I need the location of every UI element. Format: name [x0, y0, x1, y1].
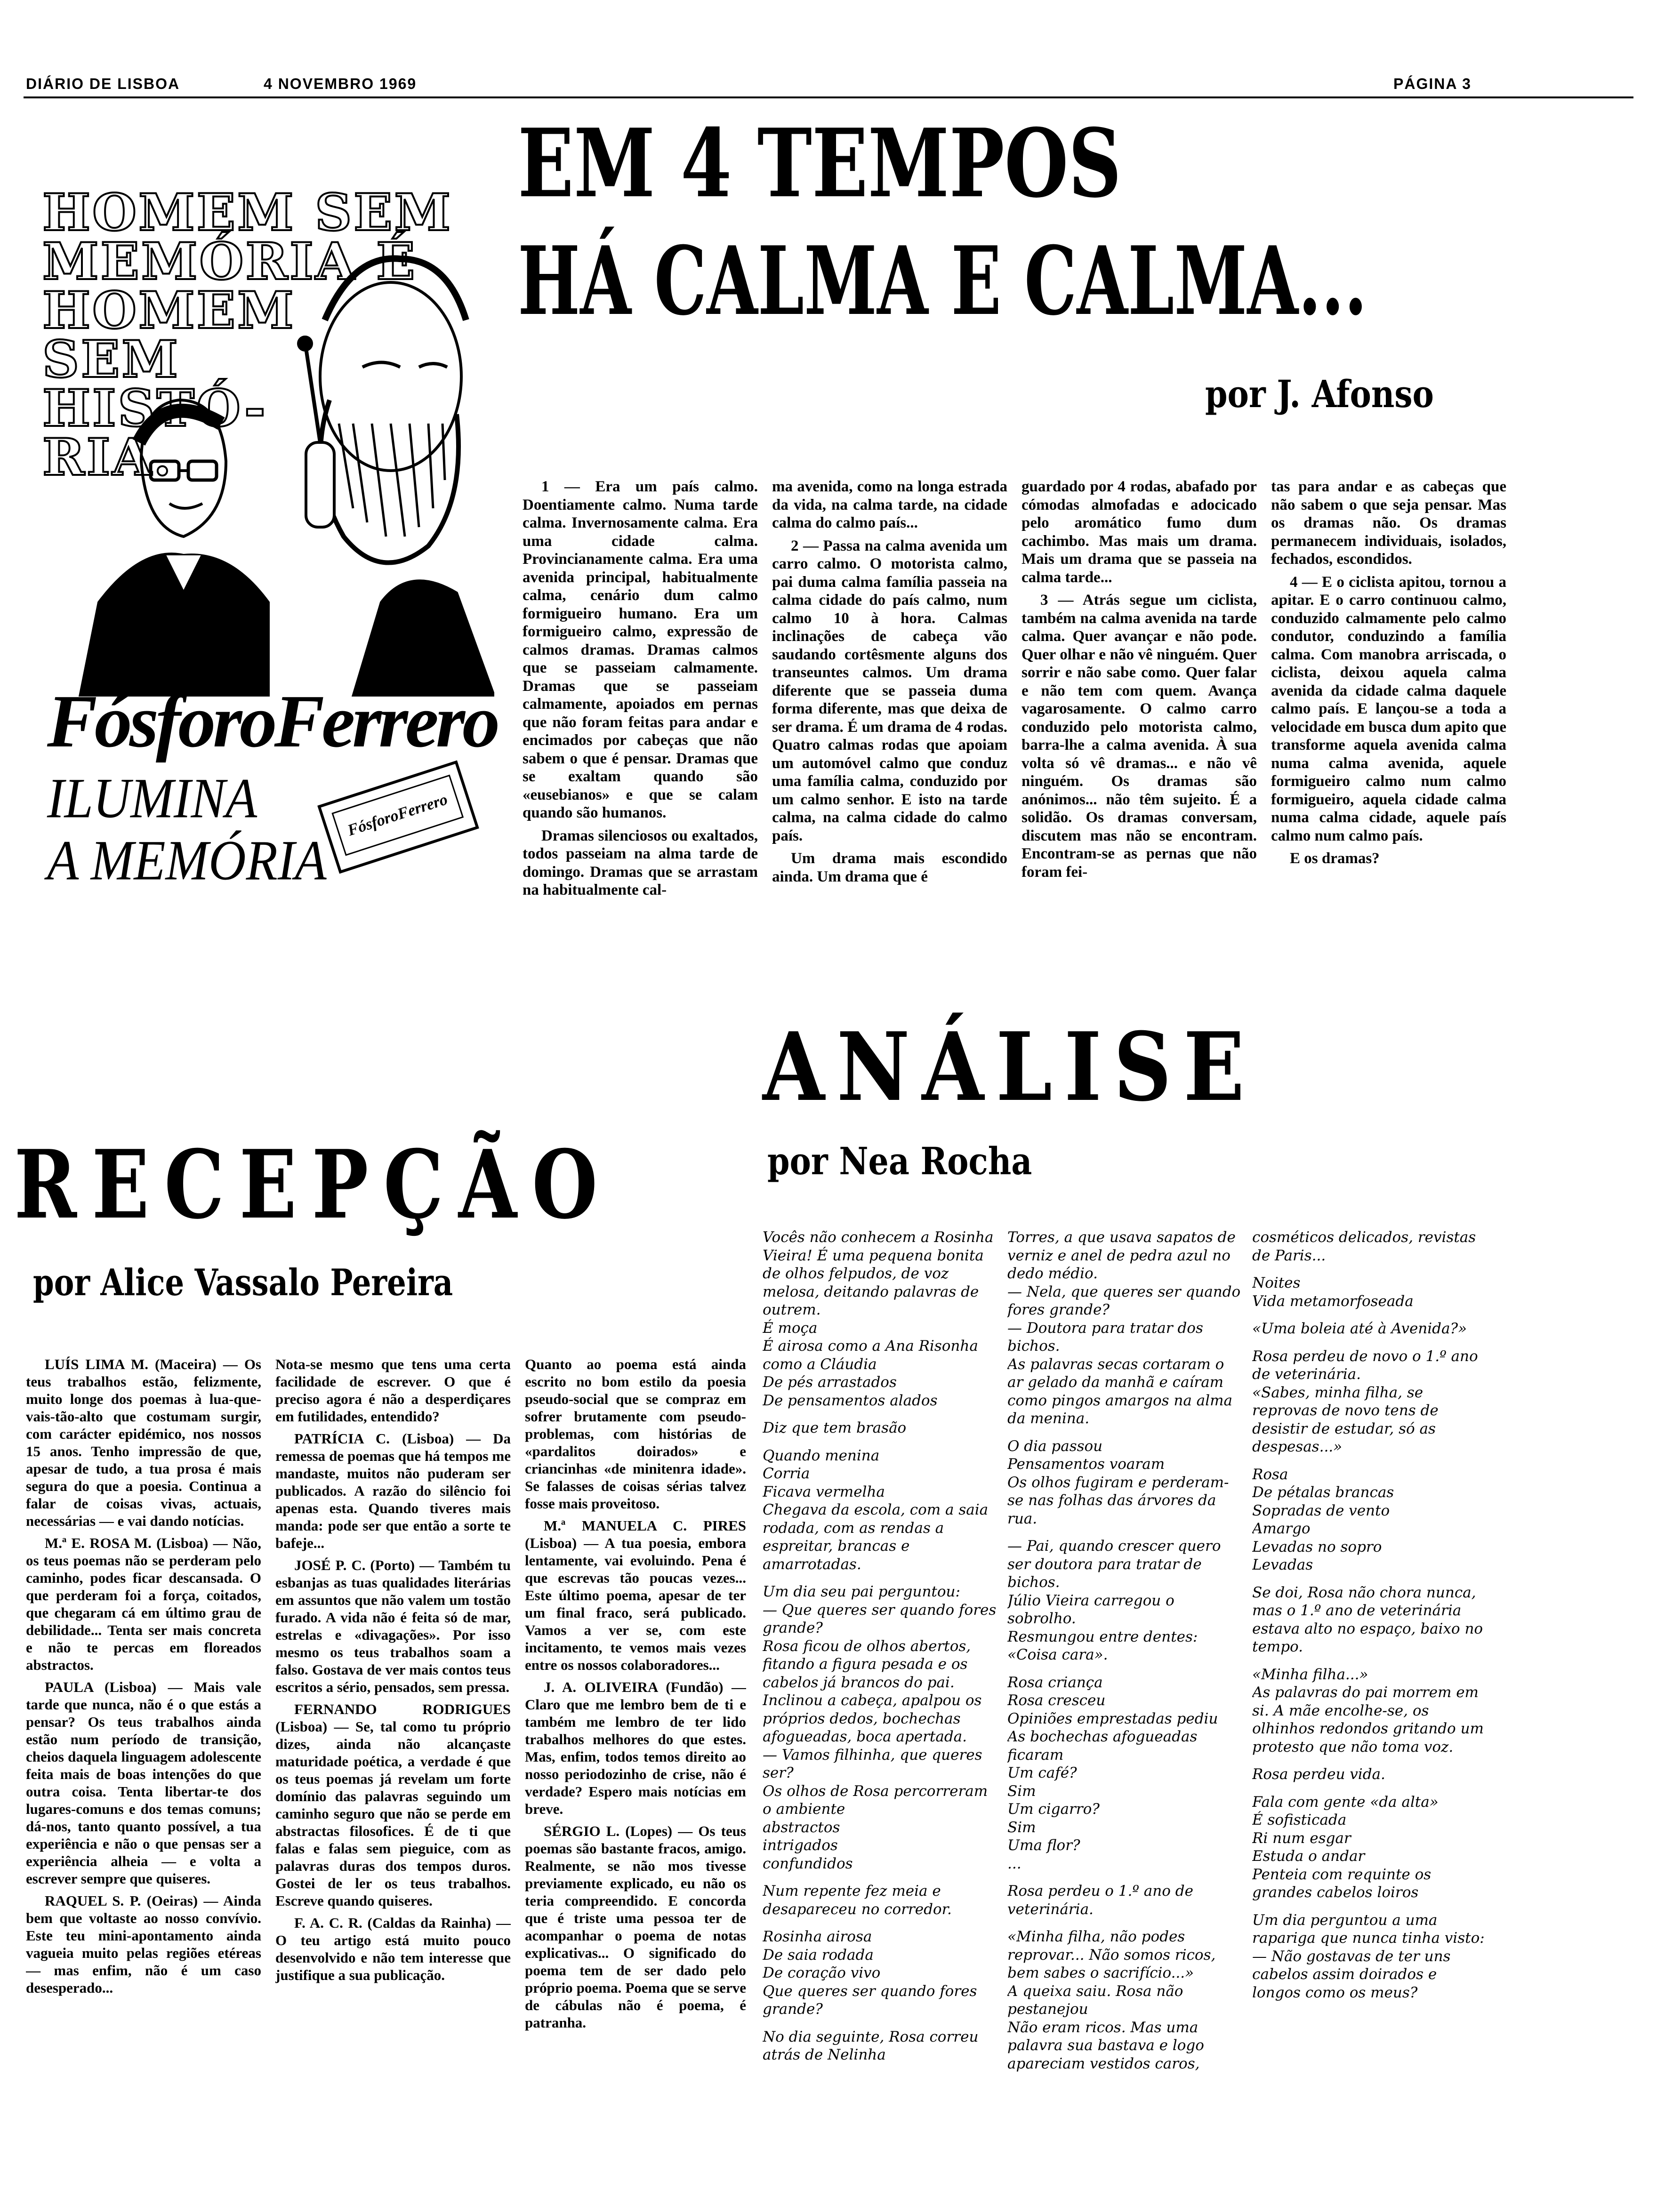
paragraph: tas para andar e as cabeças que não sabem o que seja pensar. Mas os dramas não. Os dramas permanecem individuais, isolados, fechados, escondidos. [1271, 478, 1506, 568]
paragraph: ma avenida, como na longa estrada da vida, na calma tarde, na cidade calma do calmo país... [772, 478, 1007, 531]
bearded-man-drawing [298, 258, 494, 697]
article1-column-3 [1022, 478, 1257, 981]
article1-title-line2: HÁ CALMA E CALMA... [518, 226, 1367, 337]
analise-column-2 [1007, 1228, 1243, 2188]
story-paragraph: Um dia perguntou a uma rapariga que nunca tinha visto: — Não gostavas de ter uns cabelos assim doirados e longos como os meus? [1252, 1911, 1485, 2001]
reader-reply: FERNANDO RODRIGUES (Lisboa) — Se, tal como tu próprio dizes, ainda não alcançaste maturidade poética, a verdade é que os teus poemas já revelam um forte domínio das palavras seguindo um caminho seguro que não se perde em abstractas filosofices. É de ti que falas e falas sem pieguice, com as palavras duras dos tempos duros. Gostei de ler os teus trabalhos. Escreve quando quiseres. [275, 1701, 511, 1909]
ad-headline-line: SEM [42, 330, 180, 389]
recepcao-column-1 [26, 1355, 261, 2188]
recepcao-title: RECEPÇÃO [14, 1130, 613, 1240]
fosforo-ferrero-ad [24, 179, 498, 892]
ad-headline-line: RIA. [42, 428, 173, 487]
reader-reply: SÉRGIO L. (Lopes) — Os teus poemas são bastante fracos, amigo. Realmente, se não mos tivesse previamente explicado, eu não os teria compreendido. E concorda que é triste uma pessoa ter de acompanhar o poema de notas explicativas... O significado do poema tem de ser dado pelo próprio poema. Poema que se serve de cábulas não é poema, é patranha. [525, 1823, 746, 2031]
paragraph: guardado por 4 rodas, abafado por cómodas almofadas e adocicado pelo aromático fumo dum cachimbo. Mas mais um drama. Mais um drama que se passeia na calma tarde... [1022, 478, 1257, 586]
story-paragraph: Um dia seu pai perguntou: — Que queres ser quando fores grande? Rosa ficou de olhos abertos, fitando a figura pesada e os cabelos já brancos do pai. Inclinou a cabeça, apalpou os próprios dedos, bochechas afogueadas, boca apertada. — Vamos filhinha, que queres ser? Os olhos de Rosa percorreram o ambiente abstractos intrigados confundidos [763, 1583, 997, 1872]
story-paragraph: Rosinha airosa De saia rodada De coração vivo Que queres ser quando fores grande? [763, 1928, 977, 2018]
reader-reply: Quanto ao poema está ainda escrito no bom estilo da poesia pseudo-social que se compraz em sofrer brutamente com pseudo-problemas, com histórias de «pardalitos doirados» e criancinhas «de minitenra idade». Se falasses de coisas sérias talvez fosse mais proveitoso. [525, 1356, 746, 1512]
paragraph: 2 — Passa na calma avenida um carro calmo. O motorista calmo, pai duma calma família passeia na calma cidade do país calmo, num calmo 10 à hora. Calmas inclinações de cabeça vão saudando cortêsmente alguns dos transeuntes calmos. Um drama diferente que se passeia duma forma diferente, mas que deixa de ser drama. É um drama de 4 rodas. Quatro calmas rodas que apoiam um automóvel calmo que conduz uma família calma, conduzido por um calmo senhor. E isto na tarde calma, na calma cidade do calmo país. [772, 537, 1007, 844]
story-paragraph: «Minha filha, não podes reprovar... Não somos ricos, bem sabes o sacrifício...» A queixa saiu. Rosa não pestanejou Não eram ricos. Mas uma palavra sua bastava e logo apareciam vestidos caros, [1007, 1928, 1216, 2072]
ad-portraits-illustration [24, 179, 494, 697]
reader-reply: F. A. C. R. (Caldas da Rainha) — O teu artigo está muito pouco desenvolvido e não tem interesse que justifique a sua publicação. [275, 1915, 511, 1983]
story-paragraph: Rosa perdeu de novo o 1.º ano de veterinária. «Sabes, minha filha, se reprovas de novo tens de desistir de estudar, só as despesas...» [1252, 1347, 1478, 1455]
article1-byline: por J. Afonso [1205, 372, 1434, 416]
recepcao-column-3 [525, 1355, 746, 2188]
reader-reply: Nota-se mesmo que tens uma certa facilidade de escrever. O que é preciso agora é não a desperdiçares em futilidades, entendido? [275, 1356, 511, 1425]
reader-reply: RAQUEL S. P. (Oeiras) — Ainda bem que voltaste ao nosso convívio. Este teu mini-apontamento ainda vagueia muito pelas regiões etéreas — mas enfim, não é um caso desesperado... [26, 1892, 261, 1996]
reader-reply: PATRÍCIA C. (Lisboa) — Da remessa de poemas que há tempos me mandaste, muitos não puderam ser publicados. A razão do silêncio foi apenas esta. Quando tiveres mais manda: pode ser que então a sorte te bafeje... [275, 1430, 511, 1551]
article1-column-4 [1271, 478, 1506, 981]
reader-reply: M.ª E. ROSA M. (Lisboa) — Não, os teus poemas não se perderam pelo caminho, podes ficar descansada. O que perderam foi a força, coitados, que chegaram cá em último grau de debilidade... Tenta ser mais concreta e não te percas em floreados abstractos. [26, 1535, 261, 1673]
reader-reply: J. A. OLIVEIRA (Fundão) — Claro que me lembro bem de ti e também me lembro de ter lido trabalhos melhores do que estes. Mas, enfim, todos temos direito ao nosso periodozinho de crise, não é verdade? Espero mais notícias em breve. [525, 1679, 746, 1817]
story-paragraph: Rosa perdeu vida. [1252, 1766, 1385, 1783]
issue-date: 4 NOVEMBRO 1969 [264, 75, 417, 92]
ad-headline-line: MEMÓRIA É [42, 232, 417, 291]
reader-reply: JOSÉ P. C. (Porto) — Também tu esbanjas as tuas qualidades literárias em assuntos que não valem um tostão furado. A vida não é feita só de mar, estrelas e «divagações». Por isso mesmo os teus trabalhos soam a falso. Gostava de ver mais contos teus escritos a sério, pensados, sem pressa. [275, 1557, 511, 1695]
analise-byline: por Nea Rocha [767, 1139, 1032, 1183]
story-paragraph: «Uma boleia até à Avenida?» [1252, 1320, 1467, 1337]
story-paragraph: Vocês não conhecem a Rosinha Vieira! É uma pequena bonita de olhos felpudos, de voz melosa, deitando palavras de outrem. É moça É airosa como a Ana Risonha como a Cláudia De pés arrastados De pensamentos alados [763, 1229, 994, 1409]
story-paragraph: No dia seguinte, Rosa correu atrás de Nelinha [763, 2028, 979, 2063]
recepcao-byline: por Alice Vassalo Pereira [33, 1261, 453, 1304]
paragraph: Dramas silenciosos ou exaltados, todos passeiam na alma tarde de domingo. Dramas que se arrastam na habitualmente cal- [523, 827, 758, 898]
analise-title: ANÁLISE [763, 1012, 1257, 1122]
recepcao-column-2 [275, 1355, 511, 2188]
reader-reply: PAULA (Lisboa) — Mais vale tarde que nunca, não é o que estás a pensar? Os teus trabalhos ainda estão num período de transição, cheios daquela linguagem adolescente feita mais de boas intenções do que outra coisa. Tenta libertar-te dos lugares-comuns e dos temas comuns; dá-nos, tanto quanto possível, a tua experiência e não o que pensas ser a experiência alheia — e volta a escrever sempre que quiseres. [26, 1679, 261, 1887]
paragraph: 4 — E o ciclista apitou, tornou a apitar. E o carro continuou calmo, conduzido calmamente pelo calmo condutor, conduzindo a família calma. Com manobra arriscada, o ciclista, deixou aquela calma avenida da cidade calma daquele calmo país. E lançou-se a toda a velocidade em busca dum apito que transforme aquela avenida calma numa calma avenida, aquele formigueiro calmo num calmo formigueiro, aquela cidade calma numa calma cidade, aquele país calmo num calmo país. [1271, 573, 1506, 844]
paragraph: 3 — Atrás segue um ciclista, também na calma avenida na tarde calma. Quer avançar e não pode. Quer olhar e não vê ninguém. Quer sorrir e não sabe como. Quer falar e não tem com quem. Avança vagarosamente. O calmo carro conduzido pelo motorista calmo, barra-lhe a calma avenida. À sua volta só vê dramas... e não vê ninguém. Os dramas são anónimos... não têm sujeito. É a solidão. Os dramas conversam, discutem mas não se encontram. Encontram-se as pernas que não foram fei- [1022, 592, 1257, 881]
story-paragraph: «Minha filha...» As palavras do pai morrem em si. A mãe encolhe-se, os olhinhos redondos gritando um protesto que não toma voz. [1252, 1666, 1484, 1755]
story-paragraph: Quando menina Corria Ficava vermelha Chegava da escola, com a saia rodada, com as rendas a espreitar, brancas e amarrotadas. [763, 1447, 989, 1573]
ad-brand-name: FósforoFerrero [47, 679, 498, 763]
story-paragraph: Fala com gente «da alta» É sofisticada Ri num esgar Estuda o andar Penteia com requinte os grandes cabelos loiros [1252, 1793, 1439, 1901]
analise-column-1 [763, 1228, 998, 2188]
paragraph: 1 — Era um país calmo. Doentiamente calmo. Numa tarde calma. Invernosamente calma. Era uma cidade calma. Provincianamente calma. Era uma avenida principal, habitualmente calma, cenário dum calmo formigueiro humano. Era um formigueiro calmo, expressão de calmos dramas. Dramas calmos que se passeiam calmamente. Dramas que se passeiam calmamente, apoiados em pernas que não foram feitas para andar e encimados por cabeças que não sabem o que é pensar. Dramas que se exaltam quando são «eusebianos» e que se calam quando são humanos. [523, 478, 758, 821]
article1-title-line1: EM 4 TEMPOS [518, 108, 1122, 219]
ad-headline-line: HOMEM SEM [42, 183, 452, 242]
paragraph: E os dramas? [1290, 850, 1380, 867]
reader-reply: M.ª MANUELA C. PIRES (Lisboa) — A tua poesia, embora lentamente, vai evoluindo. Pena é que escrevas tão poucas vezes... Este último poema, apesar de ter um final fraco, será publicado. Vamos a ver se, com este incitamento, te vemos mais vezes entre os nossos colaboradores... [525, 1517, 746, 1673]
ad-headline-line: HISTÓ- [42, 379, 267, 438]
ad-illustration-area [24, 179, 494, 697]
reader-reply: LUÍS LIMA M. (Maceira) — Os teus trabalhos estão, felizmente, muito longe dos poemas à lua-que-vais-tão-alto que costumam surgir, com carácter epidémico, nos nossos 15 anos. Tenho impressão de que, apesar de tudo, a tua prosa é mais segura do que a poesia. Continua a falar de coisas vivas, actuais, necessárias — e vai dando notícias. [26, 1356, 261, 1529]
story-paragraph: Torres, a que usava sapatos de verniz e anel de pedra azul no dedo médio. — Nela, que queres ser quando fores grande? — Doutora para tratar dos bichos. As palavras secas cortaram o ar gelado da manhã e caíram como pingos amargos na alma da menina. [1007, 1229, 1241, 1427]
ad-slogan [47, 767, 327, 891]
story-paragraph: cosméticos delicados, revistas de Paris... [1252, 1229, 1476, 1264]
page-number: PÁGINA 3 [1393, 75, 1472, 92]
matchbox-drawing [317, 761, 479, 874]
article1-column-1 [523, 478, 758, 981]
story-paragraph: Num repente fez meia e desapareceu no corredor. [763, 1883, 952, 1918]
ad-slogan-line: ILUMINA [47, 766, 257, 830]
article1-column-2 [772, 478, 1007, 981]
story-paragraph: Diz que tem brasão [763, 1419, 907, 1436]
story-paragraph: Rosa De pétalas brancas Sopradas de vento Amargo Levadas no sopro Levadas [1252, 1466, 1394, 1573]
ad-slogan-line: A MEMÓRIA [47, 828, 327, 892]
story-paragraph: Se doi, Rosa não chora nunca, mas o 1.º ano de veterinária estava alto no espaço, baixo no tempo. [1252, 1584, 1483, 1655]
analise-column-3 [1252, 1228, 1488, 2188]
matchbox-label: FósforoFerrero [331, 775, 464, 856]
paragraph: Um drama mais escondido ainda. Um drama que é [772, 850, 1007, 885]
newspaper-name: DIÁRIO DE LISBOA [26, 75, 180, 92]
story-paragraph: Noites Vida metamorfoseada [1252, 1274, 1414, 1310]
header-rule [24, 96, 1633, 98]
story-paragraph: Rosa perdeu o 1.º ano de veterinária. [1007, 1883, 1193, 1918]
story-paragraph: — Pai, quando crescer quero ser doutora para tratar de bichos. Júlio Vieira carregou o sobrolho. Resmungou entre dentes: «Coisa cara». [1007, 1538, 1221, 1663]
story-paragraph: Rosa criança Rosa cresceu Opiniões emprestadas pediu As bochechas afogueadas ficaram Um café? Sim Um cigarro? Sim Uma flor? ... [1007, 1674, 1218, 1872]
man-with-glasses-drawing [80, 400, 268, 697]
ad-headline-line: HOMEM [42, 281, 296, 340]
story-paragraph: O dia passou Pensamentos voaram Os olhos fugiram e perderam-se nas folhas das árvores da rua. [1007, 1437, 1229, 1527]
